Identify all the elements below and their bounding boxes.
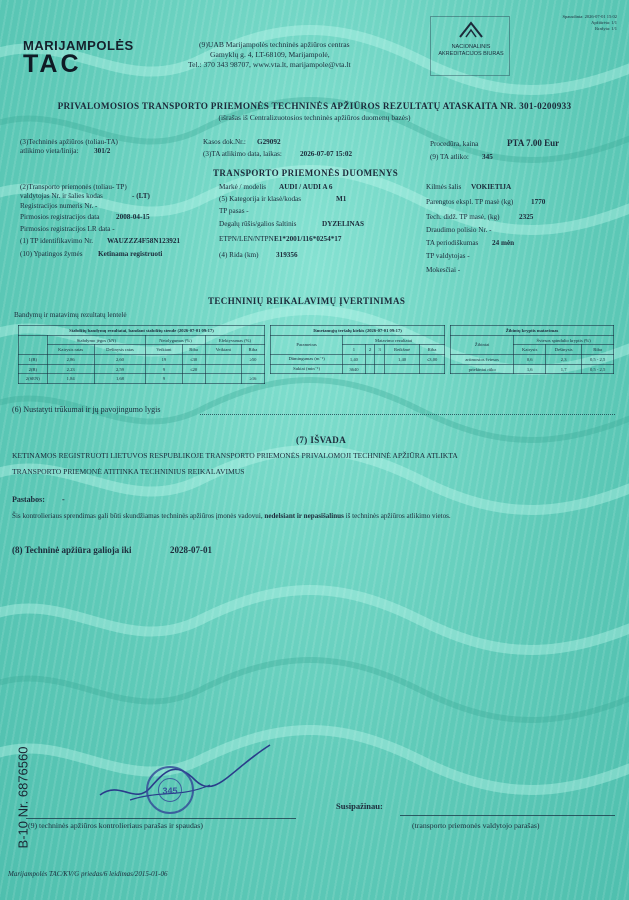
report-title: PRIVALOMOSIOS TRANSPORTO PRIEMONĖS TECHNINĖS APŽIŪROS REZULTATŲ ATASKAITA NR. 301-0200933 (57, 101, 572, 111)
first-reg-label: Pirmosios registracijos data (20, 213, 100, 221)
stamp-number: 345 (158, 778, 182, 802)
brakes-lim-cell: ≥50 (241, 355, 264, 365)
conclusion-title: (7) IŠVADA (296, 435, 347, 445)
emissions-param-header: Parametras (271, 335, 343, 354)
emissions-result-cell: 1,40 (385, 355, 420, 365)
acknowledged-label: Susipažinau: (336, 801, 383, 811)
emissions-table (270, 325, 445, 374)
emissions-caption: Išmetamųjų teršalų kiekis (2026-07-01 09:17) (271, 326, 445, 336)
brakes-norm-cell (182, 374, 205, 384)
brakes-eff-cell (205, 374, 241, 384)
owner-label-1: (2)Transporto priemonės (toliau- TP) (20, 183, 127, 191)
reg-number-label: Registracijos numeris Nr. - (20, 202, 98, 210)
lights-name-cell: artimosios šviesos (451, 355, 514, 365)
print-info-2: Apžiūrėta: 1/1 (591, 20, 617, 25)
brakes-work-header: Veikiant (146, 345, 182, 355)
brakes-axle-cell: 2(B) (19, 364, 48, 374)
emissions-v3-cell (375, 355, 385, 365)
brakes-efficiency-header: Efektyvumas (%) (205, 335, 264, 345)
lights-left-cell: 1,6 (514, 364, 546, 374)
brakes-work-cell: 9 (146, 364, 182, 374)
defects-dotted-line (200, 414, 615, 415)
first-reg-value: 2008-04-15 (116, 213, 150, 221)
appeal-text-2: iš techninės apžiūros atlikimo vietos. (345, 512, 451, 520)
conclusion-line-1: KETINAMOS REGISTRUOTI LIETUVOS RESPUBLIKOJE TRANSPORTO PRIEMONĖS PRIVALOMOJI TECHNINĖ APŽIŪRA ATLIKTA (12, 451, 458, 460)
category-label: (5) Kategorija ir klasė/kodas (219, 195, 302, 203)
lights-name-header: Žibintai (451, 335, 514, 354)
brakes-right-cell: 2,60 (94, 355, 145, 365)
odometer-label: (4) Rida (km) (219, 251, 259, 259)
period-value: 24 mėn (492, 239, 515, 247)
make-label: Markė / modelis (219, 183, 267, 191)
brakes-lim-cell (241, 364, 264, 374)
brakes-axle-cell: 1(B) (19, 355, 48, 365)
brakes-right-cell: 2,59 (94, 364, 145, 374)
category-value: M1 (336, 195, 347, 203)
brakes-force-header: Stabdymo jėgos (kN) (47, 335, 146, 345)
insurance-label: Draudimo polisio Nr. - (426, 226, 492, 234)
valid-until-label: (8) Techninė apžiūra galioja iki (12, 545, 132, 555)
receipt-label: Kasos dok.Nr.: (203, 138, 246, 146)
print-info-1: Spausdinta: 2026-07-01 15:02 (562, 14, 617, 19)
print-info-3: Išrašyta: 1/1 (594, 26, 617, 31)
inspector-stamp (146, 766, 194, 814)
mass-label: Parengtos ekspl. TP masė (kg) (426, 198, 514, 206)
emissions-norm-cell: ≤3,00 (420, 355, 445, 365)
passport-label: TP pasas - (219, 207, 249, 215)
period-label: TA periodiškumas (426, 239, 479, 247)
make-value: AUDI / AUDI A 6 (279, 183, 333, 191)
table-row (19, 355, 265, 365)
first-reg-lt-label: Pirmosios registracijos LR data - (20, 225, 115, 233)
logo-top-text: MARIJAMPOLĖS (23, 38, 134, 53)
vin-value: WAUZZZ4F58N123921 (107, 237, 181, 245)
brakes-norm-cell: ≤30 (182, 355, 205, 365)
brakes-eff-cell (205, 355, 241, 365)
brakes-left-cell: 1,84 (47, 374, 94, 384)
company-line-3: Tel.: 370 343 98707, www.vta.lt, marijampole@vta.lt (188, 60, 351, 69)
form-code: B-10 Nr. 6876560 (15, 746, 31, 849)
controller-signature-caption: (9) techninės apžiūros kontrolieriaus parašas ir spaudas) (28, 821, 203, 830)
appeal-text-1: Šis kontrolieriaus sprendimas gali būti skundžiamas techninės apžiūros įmonės vadovui, (12, 512, 263, 520)
owner-signature-line (400, 815, 615, 816)
max-mass-value: 2325 (519, 213, 534, 221)
receipt-value: G29092 (257, 138, 281, 146)
brakes-work-cell: 9 (146, 374, 182, 384)
table-row (19, 364, 265, 374)
max-mass-label: Tech. didž. TP masė, (kg) (426, 213, 500, 221)
brakes-axle-header (19, 335, 48, 354)
emissions-norm-header: Riba (420, 345, 445, 355)
ta-place-label-1: (3)Techninės apžiūros (toliau-TA) (20, 138, 118, 146)
logo-main-text: TAC (23, 50, 82, 78)
accreditation-icon (457, 19, 485, 41)
emissions-values-header: Matavimo rezultatai (343, 335, 445, 345)
footer-text: Marijampolės TAC/KV/G priedas/6 leidimas/2015-01-06 (8, 870, 168, 878)
emissions-v1-cell: 3640 (343, 364, 365, 374)
lights-caption: Žibintų kryptis matavimas (451, 326, 614, 336)
ta-by-value: 345 (482, 153, 493, 161)
lights-left-cell: 0,6 (514, 355, 546, 365)
marks-value: Ketinama registruoti (98, 250, 163, 258)
table-row (451, 364, 614, 374)
lights-right-cell: 2,3 (546, 355, 582, 365)
emissions-norm-cell (420, 364, 445, 374)
company-line-2: Gamyklų g. 4, LT-68109, Marijampolė, (210, 50, 330, 59)
table-row (271, 364, 445, 374)
ta-date-label: (3)TA atlikimo data, laikas: (203, 150, 282, 158)
emissions-param-cell: Dūmingumas (m⁻¹) (271, 355, 343, 365)
brakes-left-header: Kairysis ratas (47, 345, 94, 355)
table-row (451, 355, 614, 365)
emissions-v3-cell (375, 364, 385, 374)
brakes-left-cell: 2,23 (47, 364, 94, 374)
accreditation-logo (430, 16, 510, 76)
procedure-value: PTA 7.00 Eur (507, 138, 560, 148)
notes-label: Pastabos: (12, 495, 45, 504)
defects-label: (6) Nustatyti trūkumai ir jų pavojingumo lygis (12, 405, 161, 414)
vehicle-section-title: TRANSPORTO PRIEMONĖS DUOMENYS (213, 168, 399, 178)
vin-label: (1) TP identifikavimo Nr. (20, 237, 94, 245)
controller-signature-line (26, 818, 296, 819)
ta-place-value: 301/2 (94, 147, 111, 155)
accreditation-text-1: NACIONALINIS (451, 44, 491, 50)
odometer-value: 319356 (276, 251, 298, 259)
brakes-left-cell: 2,86 (47, 355, 94, 365)
procedure-label: Procedūra, kaina (430, 140, 479, 148)
lights-norm-cell: 0,5 - 2,5 (582, 364, 614, 374)
brakes-lim-cell: ≥16 (241, 374, 264, 384)
emissions-v1-cell: 1,40 (343, 355, 365, 365)
notes-value: - (62, 495, 65, 504)
emissions-col1-header: 1 (343, 345, 365, 355)
brakes-norm-cell: ≤20 (182, 364, 205, 374)
accreditation-text-2: AKREDITACIJOS BIURAS (438, 51, 504, 57)
fuel-value: DYZELINAS (322, 220, 364, 228)
table-row (271, 355, 445, 365)
ta-place-label-2: atlikimo vieta/linija: (20, 147, 79, 155)
emissions-result-cell (385, 364, 420, 374)
owner-signature-caption: (transporto priemonės valdytojo parašas) (412, 821, 540, 830)
lights-table (450, 325, 614, 374)
fuel-label: Degalų rūšis/galios šaltinis (219, 220, 297, 228)
brakes-right-cell: 1,68 (94, 374, 145, 384)
appeal-text (12, 512, 451, 521)
report-subtitle: (išrašas iš Centralizuotosios techninės apžiūros duomenų bazės) (218, 113, 411, 122)
table-row (19, 374, 265, 384)
emissions-col3-header: 3 (375, 345, 385, 355)
brakes-caption: Stabdžių bandymų rezultatai, bandant stabdžių stende (2026-07-01 09:17) (19, 326, 265, 336)
lights-norm-header: Riba (582, 345, 614, 355)
lights-name-cell: priekiniai rūko (451, 364, 514, 374)
lights-norm-cell: 0,5 - 2,5 (582, 355, 614, 365)
brakes-norm2-header: Riba (241, 345, 264, 355)
valid-until-value: 2028-07-01 (170, 545, 212, 555)
brakes-norm-header: Riba (182, 345, 205, 355)
assessment-title: TECHNINIŲ REIKALAVIMŲ ĮVERTINIMAS (208, 296, 406, 306)
origin-label: Kilmės šalis (426, 183, 462, 191)
ta-date-value: 2026-07-07 15:02 (300, 150, 353, 158)
marks-label: (10) Ypatingos žymės (20, 250, 83, 258)
lights-angle-header: Šviesos spindulio kryptis (%) (514, 335, 614, 345)
tests-label: Bandymų ir matavimų rezultatų lentelė (14, 311, 127, 319)
lights-left-header: Kairysis (514, 345, 546, 355)
owner-value: - (LT) (132, 192, 150, 200)
conclusion-line-2: TRANSPORTO PRIEMONĖ ATITINKA TECHNINIUS REIKALAVIMUS (12, 467, 245, 476)
brakes-right-header: Dešinysis ratas (94, 345, 145, 355)
lights-right-cell: 1,7 (546, 364, 582, 374)
emissions-result-header: Reikšmė (385, 345, 420, 355)
brakes-eff-cell (205, 364, 241, 374)
brakes-unevenness-header: Netolygumas (%) (146, 335, 206, 345)
owner-label-2: valdytojas Nr. ir šalies kodas (20, 192, 103, 200)
brakes-work-cell: 19 (146, 355, 182, 365)
emissions-col2-header: 2 (365, 345, 375, 355)
emissions-param-cell: Sukiai (min⁻¹) (271, 364, 343, 374)
emissions-v2-cell (365, 355, 375, 365)
etpn-label: ETPN/LEN/NTPN (219, 235, 274, 243)
emissions-v2-cell (365, 364, 375, 374)
appeal-text-bold: nedelsiant ir nepasišalinus (264, 512, 344, 520)
etpn-value: E1*2001/116*0254*17 (274, 235, 342, 243)
brakes-table (18, 325, 265, 384)
origin-value: VOKIETIJA (471, 183, 512, 191)
mass-value: 1770 (531, 198, 546, 206)
ta-by-label: (9) TA atliko: (430, 153, 469, 161)
holder-label: TP valdytojas - (426, 252, 470, 260)
tax-label: Mokesčiai - (426, 266, 461, 274)
brakes-axle-cell: 2(SEN) (19, 374, 48, 384)
company-line-1: (9)UAB Marijampolės techninės apžiūros centras (199, 40, 350, 49)
lights-right-header: Dešinysis (546, 345, 582, 355)
brakes-work2-header: Veikiant (205, 345, 241, 355)
